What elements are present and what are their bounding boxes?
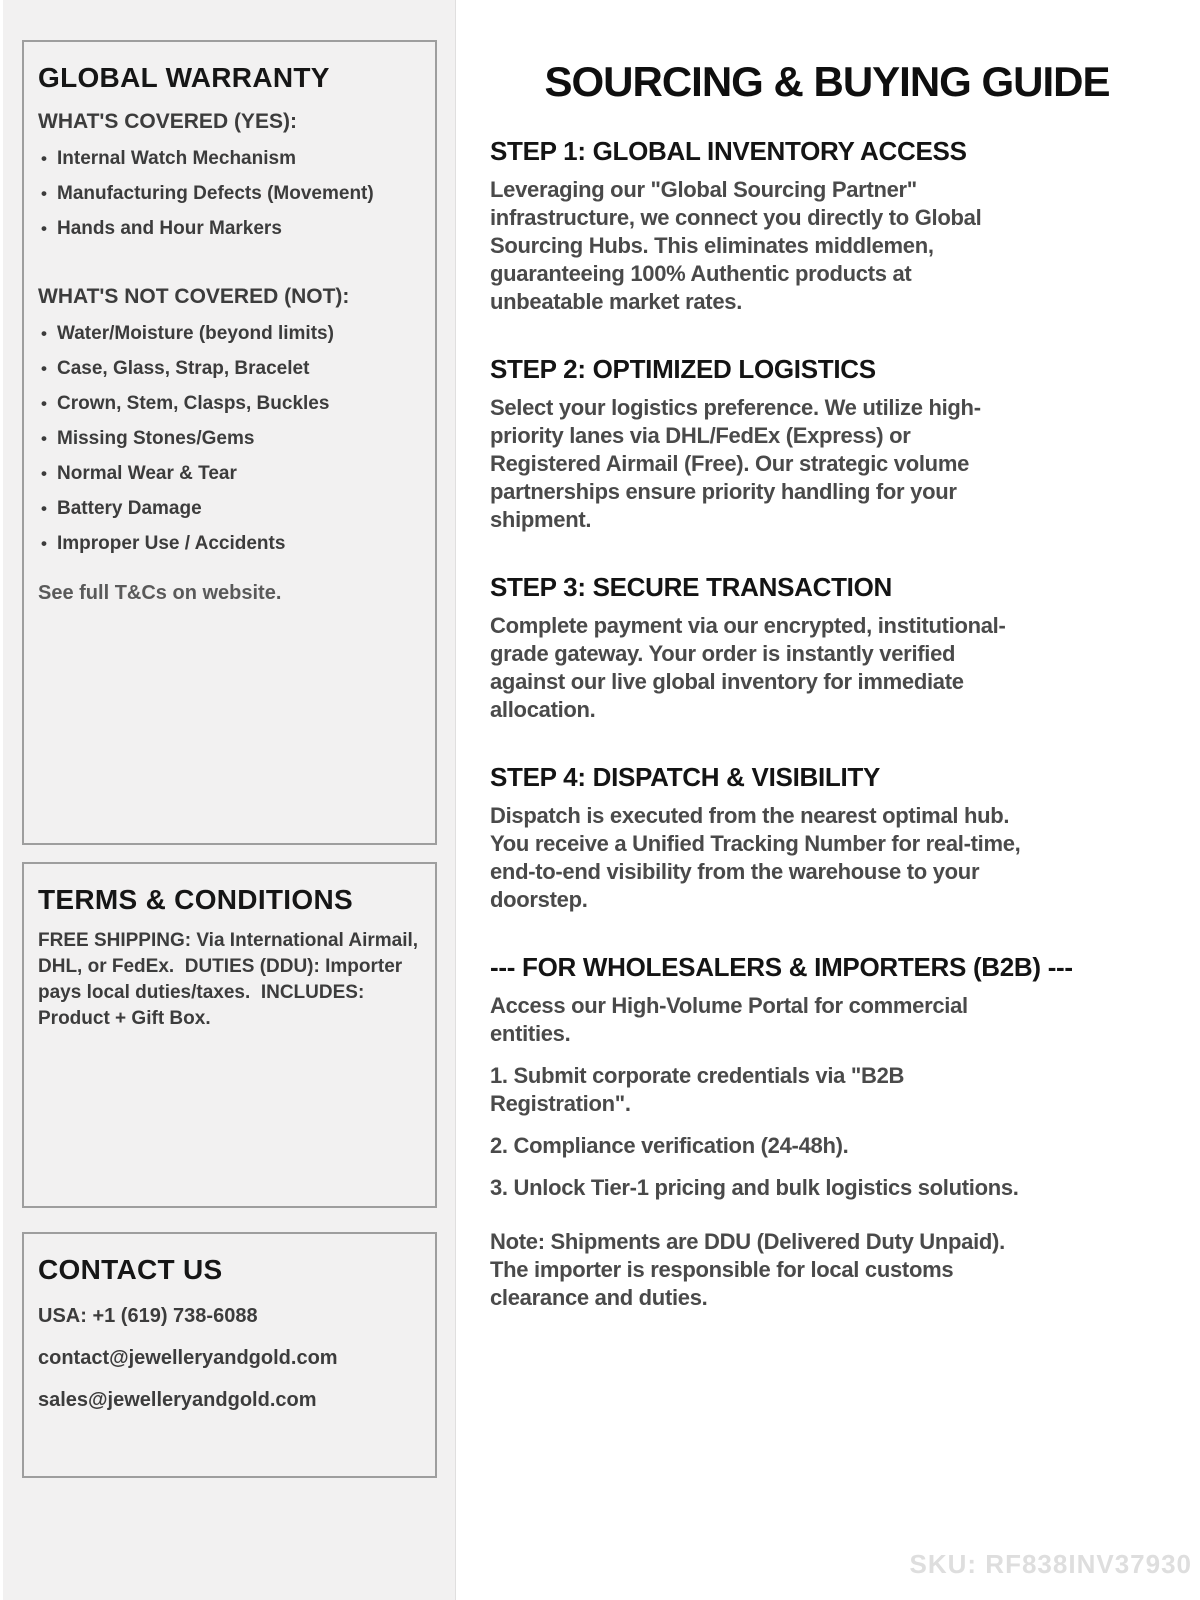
step4-heading: STEP 4: DISPATCH & VISIBILITY xyxy=(490,762,881,792)
step1-heading: STEP 1: GLOBAL INVENTORY ACCESS xyxy=(490,136,967,166)
not-covered-item: • Normal Wear & Tear xyxy=(38,464,419,484)
b2b-step-item: 2. Compliance verification (24-48h). xyxy=(490,1133,849,1158)
terms-body-text: FREE SHIPPING: Via International Airmail, DHL, or FedEx. DUTIES (DDU): Importer pays local duties/taxes. INCLUDES: Product + Gift Box. xyxy=(38,930,424,1029)
b2b-intro: Access our High-Volume Portal for commercial entities. xyxy=(490,993,968,1046)
contact-lines xyxy=(38,1305,419,1412)
global-warranty-panel xyxy=(22,40,437,845)
sourcing-guide-main xyxy=(459,0,1200,1600)
contact-panel-title: CONTACT US xyxy=(38,1254,223,1285)
not-covered-list xyxy=(38,324,419,554)
contact-us-panel xyxy=(22,1232,437,1478)
terms-conditions-panel xyxy=(22,862,437,1208)
step3-heading: STEP 3: SECURE TRANSACTION xyxy=(490,572,892,602)
not-covered-item: • Missing Stones/Gems xyxy=(38,429,419,449)
warranty-panel-title: GLOBAL WARRANTY xyxy=(38,62,330,93)
step2-heading: STEP 2: OPTIMIZED LOGISTICS xyxy=(490,354,876,384)
contact-line: USA: +1 (619) 738-6088 xyxy=(38,1305,258,1327)
not-covered-item: • Case, Glass, Strap, Bracelet xyxy=(38,359,419,379)
b2b-heading: --- FOR WHOLESALERS & IMPORTERS (B2B) --- xyxy=(490,952,1073,982)
covered-item: • Internal Watch Mechanism xyxy=(38,149,419,169)
info-sidebar xyxy=(0,0,456,1600)
b2b-steps-list xyxy=(490,1062,1164,1202)
covered-heading: WHAT'S COVERED (YES): xyxy=(38,110,297,133)
not-covered-item: • Improper Use / Accidents xyxy=(38,534,419,554)
covered-item: • Hands and Hour Markers xyxy=(38,219,419,239)
contact-line: contact@jewelleryandgold.com xyxy=(38,1347,338,1369)
step3-body: Complete payment via our encrypted, institutional-grade gateway. Your order is instantly verified against our live global inventory for immediate allocation. xyxy=(490,613,1006,722)
step2-body: Select your logistics preference. We utilize high-priority lanes via DHL/FedEx (Express) or Registered Airmail (Free). Our strategic volume partnerships ensure priority handling for your shipment. xyxy=(490,395,981,532)
not-covered-heading: WHAT'S NOT COVERED (NOT): xyxy=(38,285,350,308)
step4-body: Dispatch is executed from the nearest optimal hub. You receive a Unified Tracking Number for real-time, end-to-end visibility from the warehouse to your doorstep. xyxy=(490,803,1021,912)
not-covered-item: • Crown, Stem, Clasps, Buckles xyxy=(38,394,419,414)
page-title: SOURCING & BUYING GUIDE xyxy=(544,58,1110,105)
covered-list xyxy=(38,149,419,239)
b2b-step-item: 1. Submit corporate credentials via "B2B Registration". xyxy=(490,1063,905,1116)
warranty-footnote: See full T&Cs on website. xyxy=(38,582,282,604)
sku-label: SKU: RF838INV37930 xyxy=(909,1549,1192,1579)
not-covered-item: • Battery Damage xyxy=(38,499,419,519)
not-covered-item: • Water/Moisture (beyond limits) xyxy=(38,324,419,344)
contact-line: sales@jewelleryandgold.com xyxy=(38,1389,317,1411)
b2b-step-item: 3. Unlock Tier-1 pricing and bulk logistics solutions. xyxy=(490,1175,1019,1200)
terms-panel-title: TERMS & CONDITIONS xyxy=(38,884,353,915)
covered-item: • Manufacturing Defects (Movement) xyxy=(38,184,419,204)
b2b-note: Note: Shipments are DDU (Delivered Duty Unpaid). The importer is responsible for local customs clearance and duties. xyxy=(490,1229,1005,1310)
step1-body: Leveraging our "Global Sourcing Partner" infrastructure, we connect you directly to Global Sourcing Hubs. This eliminates middlemen, guaranteeing 100% Authentic products at unbeatable market rates. xyxy=(490,177,982,314)
